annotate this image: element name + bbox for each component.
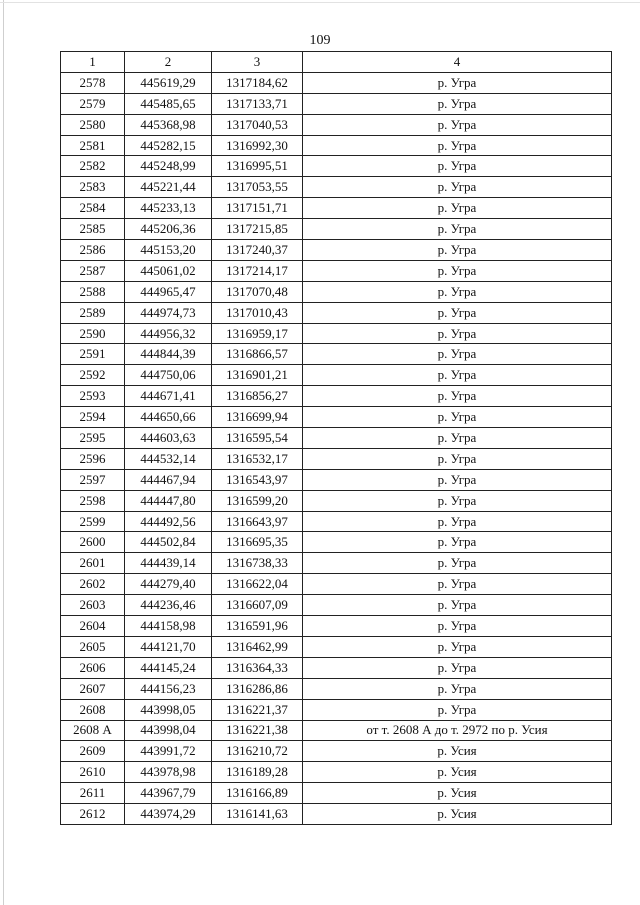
description-cell: р. Угра <box>303 114 612 135</box>
x-coordinate-cell: 444121,70 <box>125 636 212 657</box>
point-number-cell: 2609 <box>61 741 125 762</box>
x-coordinate-cell: 444650,66 <box>125 407 212 428</box>
point-number-cell: 2593 <box>61 386 125 407</box>
table-row <box>61 448 612 469</box>
point-number-cell: 2580 <box>61 114 125 135</box>
point-number-cell: 2585 <box>61 219 125 240</box>
y-coordinate-cell: 1316622,04 <box>212 574 303 595</box>
table-row <box>61 407 612 428</box>
x-coordinate-cell: 444956,32 <box>125 323 212 344</box>
point-number-cell: 2599 <box>61 511 125 532</box>
x-coordinate-cell: 444156,23 <box>125 678 212 699</box>
table-row <box>61 616 612 637</box>
table-row <box>61 281 612 302</box>
x-coordinate-cell: 444492,56 <box>125 511 212 532</box>
point-number-cell: 2608 А <box>61 720 125 741</box>
x-coordinate-cell: 443998,04 <box>125 720 212 741</box>
point-number-cell: 2578 <box>61 72 125 93</box>
description-cell: р. Усия <box>303 762 612 783</box>
scan-edge-left <box>3 0 4 905</box>
x-coordinate-cell: 445368,98 <box>125 114 212 135</box>
x-coordinate-cell: 444532,14 <box>125 448 212 469</box>
table-row <box>61 657 612 678</box>
description-cell: р. Угра <box>303 657 612 678</box>
point-number-cell: 2594 <box>61 407 125 428</box>
point-number-cell: 2606 <box>61 657 125 678</box>
description-cell: р. Угра <box>303 198 612 219</box>
coordinates-table <box>60 51 612 825</box>
y-coordinate-cell: 1316992,30 <box>212 135 303 156</box>
description-cell: р. Угра <box>303 616 612 637</box>
y-coordinate-cell: 1316901,21 <box>212 365 303 386</box>
y-coordinate-cell: 1317133,71 <box>212 93 303 114</box>
column-header-3: 3 <box>212 52 303 73</box>
y-coordinate-cell: 1317070,48 <box>212 281 303 302</box>
description-cell: р. Угра <box>303 281 612 302</box>
table-row <box>61 260 612 281</box>
description-cell: р. Угра <box>303 386 612 407</box>
table-row <box>61 783 612 804</box>
y-coordinate-cell: 1317053,55 <box>212 177 303 198</box>
x-coordinate-cell: 444236,46 <box>125 595 212 616</box>
point-number-cell: 2600 <box>61 532 125 553</box>
table-row <box>61 574 612 595</box>
point-number-cell: 2603 <box>61 595 125 616</box>
x-coordinate-cell: 444844,39 <box>125 344 212 365</box>
x-coordinate-cell: 445153,20 <box>125 240 212 261</box>
table-row <box>61 135 612 156</box>
description-cell: р. Угра <box>303 490 612 511</box>
x-coordinate-cell: 444279,40 <box>125 574 212 595</box>
y-coordinate-cell: 1316532,17 <box>212 448 303 469</box>
y-coordinate-cell: 1317184,62 <box>212 72 303 93</box>
y-coordinate-cell: 1316695,35 <box>212 532 303 553</box>
x-coordinate-cell: 445206,36 <box>125 219 212 240</box>
table-row <box>61 177 612 198</box>
table-row <box>61 553 612 574</box>
description-cell: р. Угра <box>303 240 612 261</box>
description-cell: р. Угра <box>303 156 612 177</box>
description-cell: р. Усия <box>303 804 612 825</box>
description-cell: р. Угра <box>303 448 612 469</box>
point-number-cell: 2611 <box>61 783 125 804</box>
x-coordinate-cell: 445619,29 <box>125 72 212 93</box>
y-coordinate-cell: 1316543,97 <box>212 469 303 490</box>
description-cell: р. Угра <box>303 428 612 449</box>
x-coordinate-cell: 444439,14 <box>125 553 212 574</box>
y-coordinate-cell: 1316959,17 <box>212 323 303 344</box>
description-cell: р. Угра <box>303 699 612 720</box>
y-coordinate-cell: 1316286,86 <box>212 678 303 699</box>
point-number-cell: 2583 <box>61 177 125 198</box>
x-coordinate-cell: 445282,15 <box>125 135 212 156</box>
y-coordinate-cell: 1316856,27 <box>212 386 303 407</box>
point-number-cell: 2607 <box>61 678 125 699</box>
description-cell: р. Угра <box>303 302 612 323</box>
column-header-1: 1 <box>61 52 125 73</box>
description-cell: р. Угра <box>303 469 612 490</box>
description-cell: р. Угра <box>303 260 612 281</box>
y-coordinate-cell: 1316699,94 <box>212 407 303 428</box>
table-body <box>61 72 612 824</box>
x-coordinate-cell: 443974,29 <box>125 804 212 825</box>
table-row <box>61 93 612 114</box>
point-number-cell: 2590 <box>61 323 125 344</box>
y-coordinate-cell: 1317240,37 <box>212 240 303 261</box>
point-number-cell: 2582 <box>61 156 125 177</box>
table-row <box>61 490 612 511</box>
table-row <box>61 72 612 93</box>
point-number-cell: 2602 <box>61 574 125 595</box>
description-cell: р. Угра <box>303 636 612 657</box>
y-coordinate-cell: 1316738,33 <box>212 553 303 574</box>
point-number-cell: 2604 <box>61 616 125 637</box>
x-coordinate-cell: 445221,44 <box>125 177 212 198</box>
point-number-cell: 2598 <box>61 490 125 511</box>
table-row <box>61 114 612 135</box>
table-row <box>61 386 612 407</box>
y-coordinate-cell: 1316166,89 <box>212 783 303 804</box>
point-number-cell: 2595 <box>61 428 125 449</box>
table-row <box>61 741 612 762</box>
x-coordinate-cell: 443978,98 <box>125 762 212 783</box>
table-row <box>61 804 612 825</box>
table-row <box>61 511 612 532</box>
column-header-2: 2 <box>125 52 212 73</box>
description-cell: от т. 2608 А до т. 2972 по р. Усия <box>303 720 612 741</box>
point-number-cell: 2612 <box>61 804 125 825</box>
y-coordinate-cell: 1316866,57 <box>212 344 303 365</box>
point-number-cell: 2592 <box>61 365 125 386</box>
x-coordinate-cell: 444447,80 <box>125 490 212 511</box>
table-row <box>61 699 612 720</box>
point-number-cell: 2589 <box>61 302 125 323</box>
table-row <box>61 156 612 177</box>
description-cell: р. Угра <box>303 72 612 93</box>
description-cell: р. Угра <box>303 574 612 595</box>
y-coordinate-cell: 1317214,17 <box>212 260 303 281</box>
description-cell: р. Угра <box>303 553 612 574</box>
y-coordinate-cell: 1317040,53 <box>212 114 303 135</box>
y-coordinate-cell: 1317215,85 <box>212 219 303 240</box>
point-number-cell: 2597 <box>61 469 125 490</box>
point-number-cell: 2588 <box>61 281 125 302</box>
column-header-4: 4 <box>303 52 612 73</box>
table-row <box>61 323 612 344</box>
x-coordinate-cell: 444467,94 <box>125 469 212 490</box>
x-coordinate-cell: 444965,47 <box>125 281 212 302</box>
table-row <box>61 636 612 657</box>
point-number-cell: 2605 <box>61 636 125 657</box>
x-coordinate-cell: 444145,24 <box>125 657 212 678</box>
y-coordinate-cell: 1316595,54 <box>212 428 303 449</box>
table-row <box>61 532 612 553</box>
x-coordinate-cell: 444603,63 <box>125 428 212 449</box>
description-cell: р. Угра <box>303 93 612 114</box>
table-row <box>61 762 612 783</box>
table-row <box>61 302 612 323</box>
description-cell: р. Угра <box>303 344 612 365</box>
description-cell: р. Усия <box>303 783 612 804</box>
y-coordinate-cell: 1316995,51 <box>212 156 303 177</box>
table-row <box>61 428 612 449</box>
x-coordinate-cell: 444158,98 <box>125 616 212 637</box>
point-number-cell: 2581 <box>61 135 125 156</box>
table-row <box>61 720 612 741</box>
point-number-cell: 2587 <box>61 260 125 281</box>
x-coordinate-cell: 444750,06 <box>125 365 212 386</box>
table-row <box>61 365 612 386</box>
scan-edge-top <box>0 2 640 3</box>
y-coordinate-cell: 1316591,96 <box>212 616 303 637</box>
x-coordinate-cell: 445061,02 <box>125 260 212 281</box>
y-coordinate-cell: 1316141,63 <box>212 804 303 825</box>
x-coordinate-cell: 443998,05 <box>125 699 212 720</box>
y-coordinate-cell: 1316221,37 <box>212 699 303 720</box>
y-coordinate-cell: 1316607,09 <box>212 595 303 616</box>
y-coordinate-cell: 1316210,72 <box>212 741 303 762</box>
x-coordinate-cell: 445233,13 <box>125 198 212 219</box>
point-number-cell: 2591 <box>61 344 125 365</box>
table-row <box>61 469 612 490</box>
x-coordinate-cell: 444671,41 <box>125 386 212 407</box>
table-row <box>61 678 612 699</box>
point-number-cell: 2584 <box>61 198 125 219</box>
y-coordinate-cell: 1316364,33 <box>212 657 303 678</box>
y-coordinate-cell: 1317010,43 <box>212 302 303 323</box>
y-coordinate-cell: 1316462,99 <box>212 636 303 657</box>
y-coordinate-cell: 1316221,38 <box>212 720 303 741</box>
x-coordinate-cell: 444974,73 <box>125 302 212 323</box>
description-cell: р. Усия <box>303 741 612 762</box>
description-cell: р. Угра <box>303 135 612 156</box>
y-coordinate-cell: 1316643,97 <box>212 511 303 532</box>
point-number-cell: 2601 <box>61 553 125 574</box>
table-row <box>61 240 612 261</box>
description-cell: р. Угра <box>303 678 612 699</box>
table-row <box>61 198 612 219</box>
point-number-cell: 2608 <box>61 699 125 720</box>
description-cell: р. Угра <box>303 323 612 344</box>
x-coordinate-cell: 443967,79 <box>125 783 212 804</box>
y-coordinate-cell: 1317151,71 <box>212 198 303 219</box>
point-number-cell: 2586 <box>61 240 125 261</box>
table-header-row <box>61 52 612 73</box>
x-coordinate-cell: 445485,65 <box>125 93 212 114</box>
description-cell: р. Угра <box>303 532 612 553</box>
table-row <box>61 344 612 365</box>
description-cell: р. Угра <box>303 407 612 428</box>
point-number-cell: 2596 <box>61 448 125 469</box>
x-coordinate-cell: 445248,99 <box>125 156 212 177</box>
description-cell: р. Угра <box>303 177 612 198</box>
description-cell: р. Угра <box>303 511 612 532</box>
y-coordinate-cell: 1316189,28 <box>212 762 303 783</box>
x-coordinate-cell: 443991,72 <box>125 741 212 762</box>
point-number-cell: 2579 <box>61 93 125 114</box>
description-cell: р. Угра <box>303 365 612 386</box>
table-row <box>61 595 612 616</box>
table-row <box>61 219 612 240</box>
page-number: 109 <box>309 33 331 48</box>
point-number-cell: 2610 <box>61 762 125 783</box>
x-coordinate-cell: 444502,84 <box>125 532 212 553</box>
description-cell: р. Угра <box>303 219 612 240</box>
description-cell: р. Угра <box>303 595 612 616</box>
y-coordinate-cell: 1316599,20 <box>212 490 303 511</box>
